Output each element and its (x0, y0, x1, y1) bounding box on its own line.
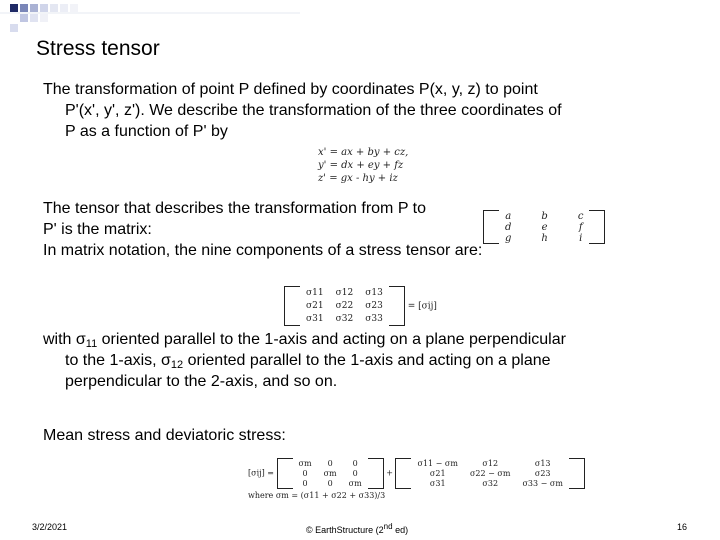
matrix-cell: c (577, 210, 584, 222)
matrix-cell: f (578, 221, 583, 233)
footer-superscript: nd (383, 522, 393, 531)
matrix-cell: g (505, 232, 512, 244)
intro-paragraph (43, 79, 562, 142)
stress-cell: σ33 (365, 313, 383, 324)
footer-copyright-end: ed) (392, 525, 409, 535)
components-text: oriented parallel to the 1-axis and acting on a plane (183, 352, 551, 369)
deviatoric-stress-equation: [σij] = σm 0 0 0 σm 0 0 0 σm + σ11 − σm σ12 σ13 σ21 σ22 − σm σ23 σ31 σ32 σ33 − σm where σm = (σ11 + σ22 + σ33)/3 (248, 458, 585, 501)
mean-cell: 0 (352, 468, 358, 478)
mean-cell: 0 (327, 478, 333, 488)
stress-cell: σ13 (365, 287, 383, 298)
equation-row-3: z' = gx - hy + iz (318, 173, 398, 184)
deviatoric-cell: σ13 (534, 458, 551, 468)
matrix-cell: b (541, 210, 548, 222)
stress-cell: σ21 (306, 300, 324, 311)
deviatoric-cell: σ31 (429, 478, 446, 488)
stress-cell: σ12 (335, 287, 354, 298)
stress-cell: σ23 (365, 300, 383, 311)
components-text: oriented parallel to the 1-axis and acting on a plane perpendicular (97, 331, 566, 348)
stress-tensor-matrix (284, 286, 437, 326)
tensor-paragraph (43, 198, 482, 261)
mean-stress-heading: Mean stress and deviatoric stress: (43, 427, 286, 444)
components-text: with σ (43, 331, 86, 348)
subscript: 11 (85, 338, 98, 350)
matrix-cell: d (505, 221, 512, 233)
eq3-lhs: [σij] = (248, 468, 274, 478)
footer-copyright (306, 522, 408, 535)
deviatoric-cell: σ12 (482, 458, 499, 468)
stress-cell: σ31 (306, 313, 324, 324)
matrix-cell: i (579, 232, 583, 244)
stress-matrix-rhs: = [σij] (407, 301, 437, 312)
transformation-matrix (483, 210, 605, 244)
stress-cell: σ11 (306, 287, 324, 298)
components-line-3: perpendicular to the 2-axis, and so on. (65, 373, 338, 390)
equation-row-2: y' = dx + ey + fz (318, 160, 404, 171)
footer-date: 3/2/2021 (32, 522, 68, 532)
deviatoric-cell: σ32 (482, 478, 499, 488)
intro-line-1: The transformation of point P defined by coordinates P(x, y, z) to point (43, 81, 538, 98)
matrix-cell: e (541, 221, 548, 233)
intro-line-3: P as a function of P' by (65, 123, 228, 140)
deviatoric-cell: σ11 − σm (417, 458, 458, 468)
tensor-line-1: The tensor that describes the transformation from P to (43, 200, 426, 217)
slide-title: Stress tensor (36, 37, 160, 60)
stress-cell: σ32 (335, 313, 354, 324)
matrix-cell: h (541, 232, 548, 244)
mean-cell: 0 (302, 468, 308, 478)
deviatoric-cell: σ21 (429, 468, 446, 478)
mean-stress-definition: where σm = (σ11 + σ22 + σ33)/3 (248, 491, 386, 500)
subscript: 12 (170, 359, 184, 371)
deviatoric-cell: σ22 − σm (469, 468, 511, 478)
page-number: 16 (677, 522, 688, 532)
mean-cell: 0 (352, 458, 358, 468)
transformation-equations (318, 146, 408, 185)
slide-logo (0, 0, 300, 40)
deviatoric-cell: σ33 − σm (522, 478, 563, 488)
mean-cell: 0 (302, 478, 308, 488)
mean-cell: σm (348, 478, 362, 488)
footer-copyright-text: © EarthStructure (2 (306, 525, 384, 535)
mean-cell: 0 (327, 458, 333, 468)
matrix-cell: a (505, 210, 512, 222)
deviatoric-cell: σ23 (534, 468, 551, 478)
components-paragraph (43, 329, 566, 392)
mean-cell: σm (323, 468, 337, 478)
tensor-line-2: P' is the matrix: (43, 221, 152, 238)
tensor-line-3: In matrix notation, the nine components of a stress tensor are: (43, 242, 483, 259)
equation-row-1: x' = ax + by + cz, (318, 147, 409, 158)
intro-line-2: P'(x', y', z'). We describe the transformation of the three coordinates of (65, 102, 562, 119)
mean-cell: σm (298, 458, 312, 468)
stress-cell: σ22 (335, 300, 354, 311)
components-text: to the 1-axis, σ (65, 352, 171, 369)
